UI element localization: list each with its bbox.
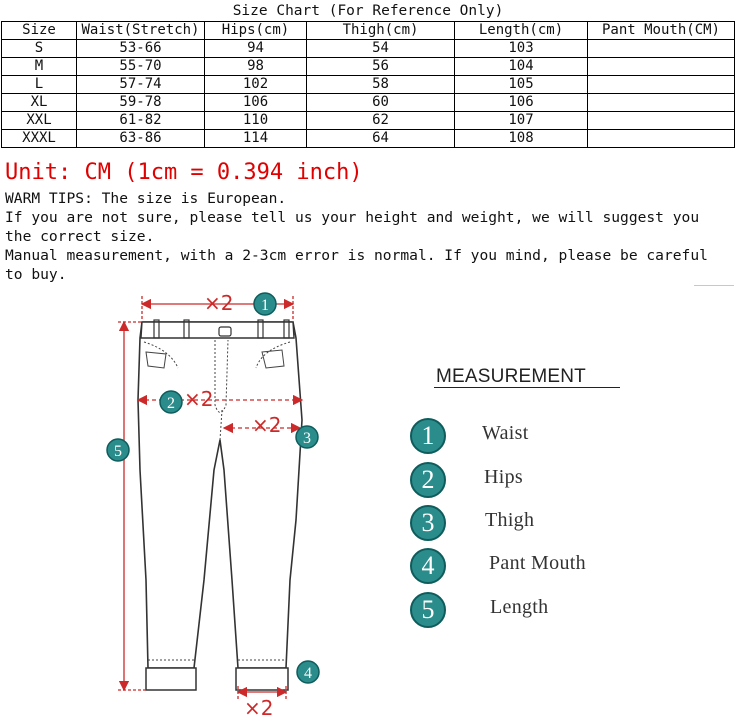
cell-length: 105 xyxy=(455,76,588,94)
table-row xyxy=(2,94,735,112)
cell-size: XXXL xyxy=(2,130,77,148)
header-hips: Hips(cm) xyxy=(205,22,307,40)
badge-pant-mouth xyxy=(297,661,319,683)
waistband xyxy=(141,322,294,338)
cell-hips: 114 xyxy=(205,130,307,148)
legend-label: Hips xyxy=(484,466,523,488)
svg-text:2: 2 xyxy=(167,395,175,412)
cell-waist: 59-78 xyxy=(77,94,205,112)
cell-length: 107 xyxy=(455,112,588,130)
cell-pant-mouth xyxy=(588,76,735,94)
legend-label: Waist xyxy=(482,422,529,444)
badge-length xyxy=(107,439,129,461)
left-cuff xyxy=(146,668,196,690)
legend-label: Length xyxy=(490,596,549,618)
cell-waist: 53-66 xyxy=(77,40,205,58)
pant-mouth-multiplier: ×2 xyxy=(244,696,274,720)
cell-length: 106 xyxy=(455,94,588,112)
cell-hips: 110 xyxy=(205,112,307,130)
legend-item-thigh xyxy=(410,505,670,545)
cell-waist: 61-82 xyxy=(77,112,205,130)
measurement-error-note: Manual measurement, with a 2-3cm error is normal. If you mind, please be careful to buy. xyxy=(5,247,708,283)
number-five-icon: 5 xyxy=(410,592,446,628)
number-two-icon: 2 xyxy=(410,462,446,498)
cell-pant-mouth xyxy=(588,112,735,130)
hips-multiplier: ×2 xyxy=(184,387,214,411)
legend-item-hips xyxy=(410,462,670,502)
waist-multiplier: ×2 xyxy=(204,291,234,315)
right-cuff xyxy=(236,668,288,690)
header-waist: Waist(Stretch) xyxy=(77,22,205,40)
cell-hips: 106 xyxy=(205,94,307,112)
table-header-row xyxy=(2,22,735,40)
cell-pant-mouth xyxy=(588,94,735,112)
header-pant-mouth: Pant Mouth(CM) xyxy=(588,22,735,40)
cell-size: S xyxy=(2,40,77,58)
cell-thigh: 56 xyxy=(307,58,455,76)
header-size: Size xyxy=(2,22,77,40)
badge-waist xyxy=(254,293,276,315)
cell-thigh: 58 xyxy=(307,76,455,94)
divider xyxy=(694,285,734,286)
cell-pant-mouth xyxy=(588,58,735,76)
cell-size: L xyxy=(2,76,77,94)
cell-size: XL xyxy=(2,94,77,112)
button xyxy=(219,327,231,336)
cell-length: 108 xyxy=(455,130,588,148)
legend-label: Thigh xyxy=(485,509,535,531)
cell-thigh: 54 xyxy=(307,40,455,58)
cell-hips: 102 xyxy=(205,76,307,94)
cell-thigh: 62 xyxy=(307,112,455,130)
table-row xyxy=(2,40,735,58)
legend-item-length xyxy=(410,592,670,632)
cell-thigh: 60 xyxy=(307,94,455,112)
legend-title: MEASUREMENT xyxy=(436,366,586,387)
cell-waist: 55-70 xyxy=(77,58,205,76)
svg-text:5: 5 xyxy=(114,443,122,460)
thigh-multiplier: ×2 xyxy=(252,413,282,437)
legend-item-waist xyxy=(410,418,670,458)
size-table xyxy=(1,21,735,148)
badge-hips xyxy=(160,391,182,413)
cell-thigh: 64 xyxy=(307,130,455,148)
svg-text:4: 4 xyxy=(304,665,312,682)
cell-length: 103 xyxy=(455,40,588,58)
number-one-icon: 1 xyxy=(410,418,446,454)
table-row xyxy=(2,76,735,94)
legend-label: Pant Mouth xyxy=(489,552,586,574)
legend-title-underline xyxy=(434,387,620,388)
table-row xyxy=(2,58,735,76)
header-length: Length(cm) xyxy=(455,22,588,40)
badge-thigh xyxy=(296,426,318,448)
size-suggestion-note: If you are not sure, please tell us your height and weight, we will suggest you the correct size. xyxy=(5,209,700,245)
cell-waist: 57-74 xyxy=(77,76,205,94)
table-row xyxy=(2,112,735,130)
svg-text:3: 3 xyxy=(303,430,311,447)
table-row xyxy=(2,130,735,148)
header-thigh: Thigh(cm) xyxy=(307,22,455,40)
cell-pant-mouth xyxy=(588,130,735,148)
cell-size: XXL xyxy=(2,112,77,130)
warm-tips-line: WARM TIPS: The size is European. xyxy=(5,190,287,207)
number-three-icon: 3 xyxy=(410,505,446,541)
cell-waist: 63-86 xyxy=(77,130,205,148)
unit-conversion-note: Unit: CM (1cm = 0.394 inch) xyxy=(5,160,363,185)
size-chart-title: Size Chart (For Reference Only) xyxy=(232,3,504,19)
cell-hips: 98 xyxy=(205,58,307,76)
cell-length: 104 xyxy=(455,58,588,76)
cell-size: M xyxy=(2,58,77,76)
jeans-measurement-diagram xyxy=(0,285,360,727)
jeans-outline xyxy=(138,322,302,668)
number-four-icon: 4 xyxy=(410,548,446,584)
legend-item-pant-mouth xyxy=(410,548,670,588)
svg-text:1: 1 xyxy=(261,297,269,314)
cell-hips: 94 xyxy=(205,40,307,58)
cell-pant-mouth xyxy=(588,40,735,58)
